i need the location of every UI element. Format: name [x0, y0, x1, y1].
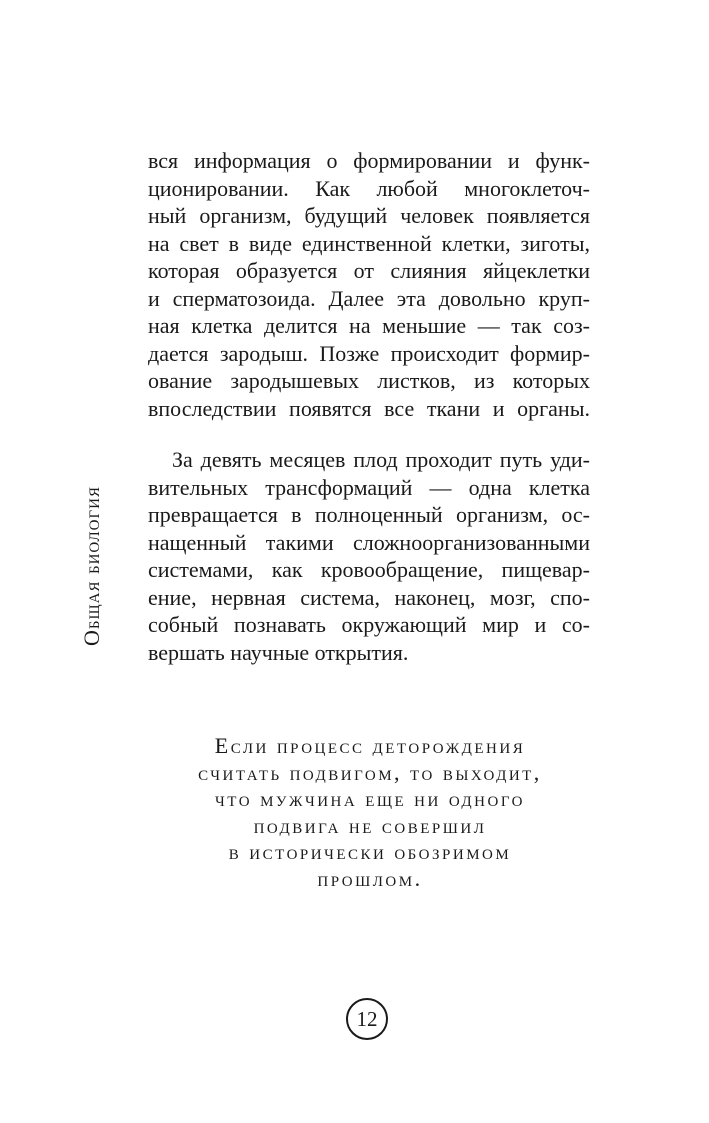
text-line: которая образуется от слияния яйцеклетки [148, 258, 590, 283]
text-line: системами, как кровообращение, пищевар- [148, 557, 590, 582]
quote-line: считать подвигом, то выходит, [198, 759, 542, 785]
text-line: ение, нервная система, наконец, мозг, спо- [148, 584, 590, 610]
text-line: За девять месяцев плод проходит путь уди- [172, 447, 590, 472]
text-line: ование зародышевых листков, из которых [148, 368, 590, 393]
text-line: на свет в виде единственной клетки, зиготы, [148, 230, 590, 256]
text-line: дается зародыш. Позже происходит формир- [148, 340, 590, 366]
text-line: ционировании. Как любой многоклеточ- [148, 175, 590, 201]
text-line: вершать научные открытия. [148, 639, 409, 665]
text-line: нащенный такими сложноорганизованными [148, 529, 590, 555]
text-line: вительных трансформаций — одна клетка [148, 474, 590, 500]
quote-line: что мужчина еще ни одного [215, 786, 525, 811]
text-line: ная клетка делится на меньшие — так соз- [148, 313, 590, 338]
running-header: Общая биология [79, 485, 104, 646]
text-line: вся информация о формировании и функ- [148, 148, 590, 173]
page-number: 12 [346, 998, 388, 1040]
quote-line: прошлом. [317, 865, 423, 891]
pull-quote [150, 733, 590, 892]
text-line: собный познавать окружающий мир и со- [148, 612, 590, 637]
text-line: и сперматозоида. Далее эта довольно круп- [148, 285, 590, 311]
quote-line: подвига не совершил [253, 812, 487, 838]
text-line: впоследствии появятся все ткани и органы. [148, 395, 590, 421]
text-line: ный организм, будущий человек появляется [148, 203, 590, 228]
text-line: превращается в полноценный организм, ос- [148, 502, 590, 527]
quote-line: в исторически обозримом [228, 839, 512, 864]
paragraph [148, 446, 590, 666]
quote-line: Если процесс деторождения [214, 733, 526, 758]
paragraph [148, 147, 590, 422]
